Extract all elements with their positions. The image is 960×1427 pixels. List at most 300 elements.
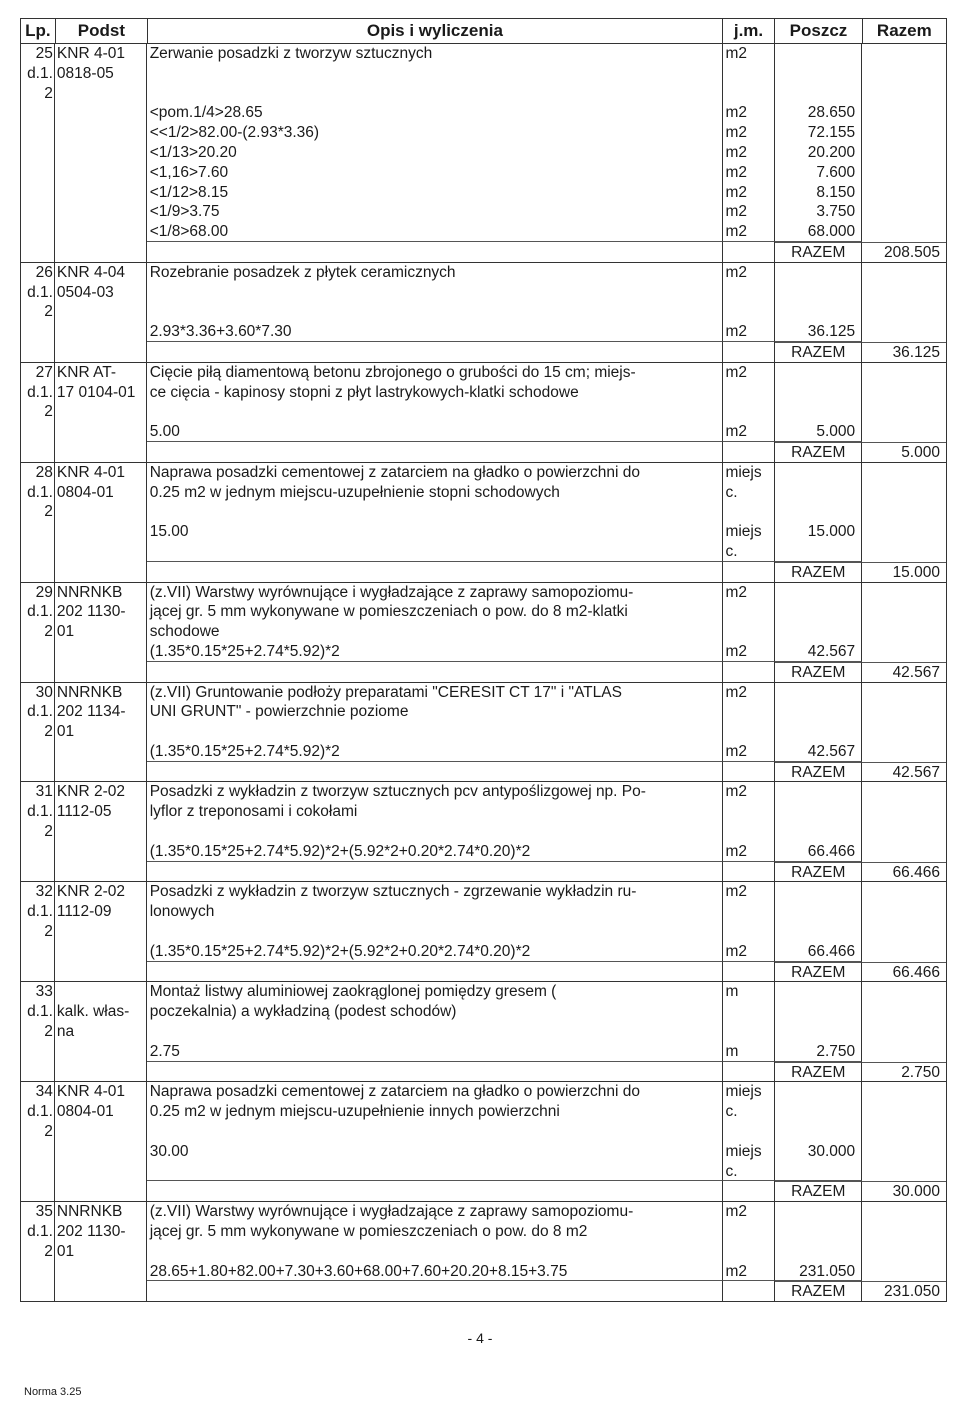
cell-opis: 2.93*3.36+3.60*7.30 <box>147 322 724 342</box>
cell-razem <box>862 84 946 104</box>
table-header <box>20 18 947 44</box>
table-row <box>21 942 946 962</box>
cell-podst: 17 0104-01 <box>55 383 147 403</box>
cell-poszcz <box>775 782 862 802</box>
cell-jm <box>723 762 775 782</box>
cell-lp <box>21 662 55 682</box>
cell-jm: m2 <box>723 163 775 183</box>
cell-podst <box>55 442 147 462</box>
cell-razem <box>862 802 946 822</box>
cell-podst: na <box>55 1022 147 1042</box>
cell-podst <box>55 1262 147 1282</box>
cell-poszcz <box>775 1242 862 1262</box>
cell-podst: 1112-09 <box>55 902 147 922</box>
cell-opis: <1/12>8.15 <box>147 183 724 203</box>
cell-lp <box>21 942 55 962</box>
cell-poszcz <box>775 483 862 503</box>
cell-jm <box>723 84 775 104</box>
total-row <box>21 862 946 882</box>
table-row <box>21 922 946 942</box>
estimate-item <box>20 982 947 1082</box>
cell-opis: 15.00 <box>147 522 724 542</box>
cell-opis: <1/8>68.00 <box>147 222 724 242</box>
cell-razem <box>862 263 946 283</box>
cell-opis: 0.25 m2 w jednym miejscu-uzupełnienie stopni schodowych <box>147 483 724 503</box>
cell-jm: m2 <box>723 882 775 902</box>
table-row <box>21 822 946 842</box>
cell-podst: KNR 2-02 <box>55 782 147 802</box>
cell-lp <box>21 143 55 163</box>
cell-poszcz <box>775 922 862 942</box>
cell-poszcz: 28.650 <box>775 103 862 123</box>
cell-poszcz: 42.567 <box>775 642 862 662</box>
cell-poszcz <box>775 722 862 742</box>
cell-jm <box>723 1062 775 1082</box>
cell-opis: (1.35*0.15*25+2.74*5.92)*2 <box>147 642 724 662</box>
cell-lp <box>21 322 55 342</box>
header-lp: Lp. <box>21 19 56 43</box>
cell-jm <box>723 1242 775 1262</box>
cell-podst: KNR 4-04 <box>55 263 147 283</box>
cell-razem: 42.567 <box>862 762 946 782</box>
cell-opis <box>147 1122 724 1142</box>
table-row <box>21 123 946 143</box>
cell-poszcz <box>775 802 862 822</box>
cell-opis: ce cięcia - kapinosy stopni z płyt lastrykowych-klatki schodowe <box>147 383 724 403</box>
cell-jm <box>723 602 775 622</box>
cell-podst <box>55 982 147 1002</box>
cell-poszcz <box>775 283 862 303</box>
table-row <box>21 463 946 483</box>
page-number: - 4 - <box>467 1330 493 1346</box>
cell-jm <box>723 722 775 742</box>
cell-poszcz: 30.000 <box>775 1142 862 1162</box>
cell-lp: 35 <box>21 1202 55 1222</box>
cell-poszcz <box>775 902 862 922</box>
cell-poszcz <box>775 583 862 603</box>
cell-poszcz: 15.000 <box>775 522 862 542</box>
cell-podst <box>55 143 147 163</box>
cell-razem <box>862 502 946 522</box>
cell-lp <box>21 103 55 123</box>
cell-opis <box>147 302 724 322</box>
cell-opis: jącej gr. 5 mm wykonywane w pomieszczeniach o pow. do 8 m2-klatki <box>147 602 724 622</box>
cell-razem <box>862 302 946 322</box>
cell-poszcz <box>775 542 862 562</box>
cell-razem <box>862 363 946 383</box>
cell-razem <box>862 383 946 403</box>
cell-jm <box>723 1222 775 1242</box>
table-row <box>21 44 946 64</box>
total-row <box>21 442 946 462</box>
header-podst: Podst <box>56 19 148 43</box>
cell-jm: miejs <box>723 522 775 542</box>
cell-podst <box>55 183 147 203</box>
cell-lp <box>21 862 55 882</box>
cell-opis: jącej gr. 5 mm wykonywane w pomieszczeniach o pow. do 8 m2 <box>147 1222 724 1242</box>
cell-lp: 2 <box>21 722 55 742</box>
table-row <box>21 263 946 283</box>
cell-podst <box>55 1042 147 1062</box>
cell-podst <box>55 742 147 762</box>
table-row <box>21 642 946 662</box>
cost-estimate-table <box>20 18 947 1302</box>
cell-podst <box>55 542 147 562</box>
cell-razem <box>862 1122 946 1142</box>
cell-podst: 01 <box>55 1242 147 1262</box>
cell-podst <box>55 822 147 842</box>
cell-razem <box>862 1202 946 1222</box>
cell-lp: 26 <box>21 263 55 283</box>
cell-lp: 2 <box>21 822 55 842</box>
cell-jm: m2 <box>723 742 775 762</box>
table-row <box>21 422 946 442</box>
cell-poszcz <box>775 982 862 1002</box>
cell-podst <box>55 922 147 942</box>
cell-opis: 2.75 <box>147 1042 724 1062</box>
cell-razem <box>862 143 946 163</box>
cell-podst <box>55 1122 147 1142</box>
cell-podst: 1112-05 <box>55 802 147 822</box>
cell-poszcz <box>775 1022 862 1042</box>
cell-podst <box>55 1062 147 1082</box>
cell-lp: 2 <box>21 1242 55 1262</box>
cell-razem: 66.466 <box>862 962 946 982</box>
cell-podst <box>55 342 147 362</box>
cell-opis <box>147 84 724 104</box>
cell-podst <box>55 1281 147 1301</box>
cell-podst <box>55 422 147 442</box>
table-row <box>21 222 946 242</box>
software-label: Norma 3.25 <box>24 1386 82 1398</box>
cell-lp <box>21 163 55 183</box>
cell-podst: kalk. włas- <box>55 1002 147 1022</box>
cell-razem <box>862 822 946 842</box>
table-row <box>21 1082 946 1102</box>
cell-lp: d.1. <box>21 1002 55 1022</box>
table-row <box>21 1242 946 1262</box>
table-row <box>21 842 946 862</box>
cell-lp: 25 <box>21 44 55 64</box>
cell-razem <box>862 163 946 183</box>
cell-podst <box>55 522 147 542</box>
cell-razem <box>862 922 946 942</box>
cell-podst: KNR 4-01 <box>55 463 147 483</box>
estimate-item <box>20 263 947 363</box>
cell-jm <box>723 962 775 982</box>
cell-razem: 66.466 <box>862 862 946 882</box>
cell-poszcz: 68.000 <box>775 222 862 242</box>
header-razem: Razem <box>876 21 932 40</box>
cell-razem: 15.000 <box>862 562 946 582</box>
cell-poszcz: RAZEM <box>775 562 862 582</box>
cell-poszcz <box>775 302 862 322</box>
cell-opis <box>147 542 724 562</box>
cell-lp <box>21 542 55 562</box>
cell-poszcz: RAZEM <box>775 342 862 362</box>
cell-jm <box>723 902 775 922</box>
cell-jm: m2 <box>723 222 775 242</box>
cell-poszcz <box>775 822 862 842</box>
cell-opis: Naprawa posadzki cementowej z zatarciem na gładko o powierzchni do <box>147 1082 724 1102</box>
cell-podst: 0804-01 <box>55 483 147 503</box>
cell-razem <box>862 1262 946 1282</box>
cell-podst <box>55 642 147 662</box>
cell-podst <box>55 762 147 782</box>
cell-lp: d.1. <box>21 702 55 722</box>
table-row <box>21 882 946 902</box>
table-row <box>21 1202 946 1222</box>
cell-razem <box>862 583 946 603</box>
cell-jm: m2 <box>723 683 775 703</box>
cell-podst: KNR 4-01 <box>55 44 147 64</box>
estimate-item <box>20 882 947 982</box>
cell-razem <box>862 902 946 922</box>
table-row <box>21 322 946 342</box>
cell-podst <box>55 1142 147 1162</box>
cell-razem <box>862 742 946 762</box>
cell-opis: (z.VII) Warstwy wyrównujące i wygładzające z zaprawy samopoziomu- <box>147 1202 724 1222</box>
cell-jm <box>723 64 775 84</box>
cell-lp: 2 <box>21 402 55 422</box>
cell-opis <box>147 242 724 262</box>
cell-razem <box>862 942 946 962</box>
cell-opis <box>147 662 724 682</box>
cell-jm <box>723 1281 775 1301</box>
table-row <box>21 163 946 183</box>
cell-lp: 34 <box>21 1082 55 1102</box>
cell-jm: miejs <box>723 1082 775 1102</box>
estimate-item <box>20 683 947 783</box>
cell-razem <box>862 722 946 742</box>
table-row <box>21 1122 946 1142</box>
cell-lp: 2 <box>21 502 55 522</box>
cell-lp: d.1. <box>21 602 55 622</box>
cell-poszcz <box>775 502 862 522</box>
cell-poszcz: RAZEM <box>775 442 862 462</box>
table-row <box>21 683 946 703</box>
estimate-item <box>20 1202 947 1302</box>
cell-opis: <1/13>20.20 <box>147 143 724 163</box>
cell-lp <box>21 422 55 442</box>
table-row <box>21 1142 946 1162</box>
total-row <box>21 662 946 682</box>
cell-opis: Posadzki z wykładzin z tworzyw sztucznych pcv antypoślizgowej np. Po- <box>147 782 724 802</box>
cell-jm <box>723 822 775 842</box>
cell-opis <box>147 722 724 742</box>
cell-poszcz <box>775 383 862 403</box>
cell-jm: c. <box>723 542 775 562</box>
cell-poszcz <box>775 84 862 104</box>
cell-lp <box>21 522 55 542</box>
table-row <box>21 502 946 522</box>
cell-opis <box>147 1181 724 1201</box>
table-row <box>21 702 946 722</box>
total-row <box>21 562 946 582</box>
cell-jm: m2 <box>723 1262 775 1282</box>
cell-poszcz <box>775 1122 862 1142</box>
cell-razem <box>862 422 946 442</box>
cell-razem <box>862 782 946 802</box>
cell-jm <box>723 242 775 262</box>
cell-jm: m <box>723 1042 775 1062</box>
cell-opis: Zerwanie posadzki z tworzyw sztucznych <box>147 44 724 64</box>
cell-jm <box>723 662 775 682</box>
cell-opis: Posadzki z wykładzin z tworzyw sztucznych - zgrzewanie wykładzin ru- <box>147 882 724 902</box>
cell-podst: 01 <box>55 622 147 642</box>
cell-poszcz <box>775 64 862 84</box>
cell-opis: Montaż listwy aluminiowej zaokrąglonej pomiędzy gresem ( <box>147 982 724 1002</box>
cell-razem <box>862 842 946 862</box>
cell-podst <box>55 123 147 143</box>
table-row <box>21 143 946 163</box>
cell-poszcz: 2.750 <box>775 1042 862 1062</box>
cell-opis: schodowe <box>147 622 724 642</box>
table-row <box>21 363 946 383</box>
cell-opis <box>147 862 724 882</box>
cell-lp: 32 <box>21 882 55 902</box>
cell-lp: d.1. <box>21 1102 55 1122</box>
cell-jm: m2 <box>723 183 775 203</box>
estimate-item <box>20 463 947 583</box>
cell-lp: 28 <box>21 463 55 483</box>
total-row <box>21 1281 946 1301</box>
cell-razem <box>862 622 946 642</box>
cell-jm <box>723 862 775 882</box>
cell-lp <box>21 442 55 462</box>
cell-razem <box>862 1102 946 1122</box>
cell-razem: 208.505 <box>862 242 946 262</box>
cell-podst <box>55 562 147 582</box>
cell-opis: UNI GRUNT" - powierzchnie poziome <box>147 702 724 722</box>
cell-razem <box>862 283 946 303</box>
table-row <box>21 1262 946 1282</box>
cell-podst <box>55 222 147 242</box>
total-row <box>21 242 946 262</box>
cell-jm: m2 <box>723 642 775 662</box>
cell-opis: (1.35*0.15*25+2.74*5.92)*2+(5.92*2+0.20*2.74*0.20)*2 <box>147 842 724 862</box>
cell-lp: d.1. <box>21 64 55 84</box>
cell-lp <box>21 1162 55 1182</box>
table-row <box>21 1022 946 1042</box>
cell-jm: miejs <box>723 1142 775 1162</box>
estimate-item <box>20 44 947 263</box>
cell-poszcz <box>775 1162 862 1182</box>
cell-lp <box>21 1042 55 1062</box>
cell-poszcz: 231.050 <box>775 1262 862 1282</box>
cell-opis: poczekalnia) a wykładziną (podest schodów) <box>147 1002 724 1022</box>
cell-razem <box>862 183 946 203</box>
cell-poszcz: 72.155 <box>775 123 862 143</box>
cell-jm: c. <box>723 1162 775 1182</box>
cell-razem <box>862 522 946 542</box>
cell-opis <box>147 1242 724 1262</box>
cell-podst: 0818-05 <box>55 64 147 84</box>
header-opis: Opis i wyliczenia <box>148 19 723 43</box>
cell-poszcz <box>775 1082 862 1102</box>
table-row <box>21 1042 946 1062</box>
cell-podst: 0804-01 <box>55 1102 147 1122</box>
cell-razem: 30.000 <box>862 1181 946 1201</box>
estimate-item <box>20 583 947 683</box>
cell-razem <box>862 1162 946 1182</box>
cell-razem <box>862 44 946 64</box>
total-row <box>21 762 946 782</box>
cell-lp <box>21 742 55 762</box>
cell-poszcz: RAZEM <box>775 1062 862 1082</box>
cell-lp <box>21 962 55 982</box>
cell-poszcz <box>775 44 862 64</box>
cell-opis: (z.VII) Gruntowanie podłoży preparatami "CERESIT CT 17" i "ATLAS <box>147 683 724 703</box>
cell-razem <box>862 322 946 342</box>
cell-jm <box>723 383 775 403</box>
cell-poszcz: RAZEM <box>775 242 862 262</box>
cell-jm: m2 <box>723 422 775 442</box>
cell-razem <box>862 123 946 143</box>
cell-podst: 01 <box>55 722 147 742</box>
cell-lp: 2 <box>21 302 55 322</box>
table-row <box>21 622 946 642</box>
cell-razem <box>862 982 946 1002</box>
cell-poszcz <box>775 363 862 383</box>
table-row <box>21 542 946 562</box>
cell-poszcz <box>775 602 862 622</box>
cell-jm: m2 <box>723 44 775 64</box>
cell-podst: KNR 4-01 <box>55 1082 147 1102</box>
cell-jm <box>723 502 775 522</box>
table-row <box>21 1102 946 1122</box>
table-row <box>21 742 946 762</box>
header-poszcz: Poszcz <box>775 19 862 43</box>
cell-poszcz <box>775 263 862 283</box>
cell-opis <box>147 283 724 303</box>
table-row <box>21 722 946 742</box>
cell-razem <box>862 602 946 622</box>
cell-jm: m2 <box>723 263 775 283</box>
cell-jm <box>723 562 775 582</box>
cell-poszcz: 36.125 <box>775 322 862 342</box>
cell-lp <box>21 842 55 862</box>
cell-lp <box>21 202 55 222</box>
cell-opis: <pom.1/4>28.65 <box>147 103 724 123</box>
cell-jm <box>723 1002 775 1022</box>
cell-razem: 2.750 <box>862 1062 946 1082</box>
cell-lp: 33 <box>21 982 55 1002</box>
cell-podst <box>55 202 147 222</box>
table-row <box>21 602 946 622</box>
table-row <box>21 1162 946 1182</box>
cell-lp <box>21 242 55 262</box>
cell-jm: m2 <box>723 123 775 143</box>
total-row <box>21 962 946 982</box>
cell-podst: 202 1130- <box>55 1222 147 1242</box>
cell-lp <box>21 342 55 362</box>
cell-opis <box>147 762 724 782</box>
cell-podst: 0504-03 <box>55 283 147 303</box>
cell-poszcz <box>775 622 862 642</box>
cell-opis: 5.00 <box>147 422 724 442</box>
table-row <box>21 902 946 922</box>
cell-opis <box>147 342 724 362</box>
cell-lp: 29 <box>21 583 55 603</box>
cell-poszcz: 3.750 <box>775 202 862 222</box>
cell-opis <box>147 1022 724 1042</box>
cell-opis <box>147 502 724 522</box>
table-row <box>21 383 946 403</box>
estimate-item <box>20 363 947 463</box>
table-row <box>21 302 946 322</box>
cell-razem <box>862 542 946 562</box>
